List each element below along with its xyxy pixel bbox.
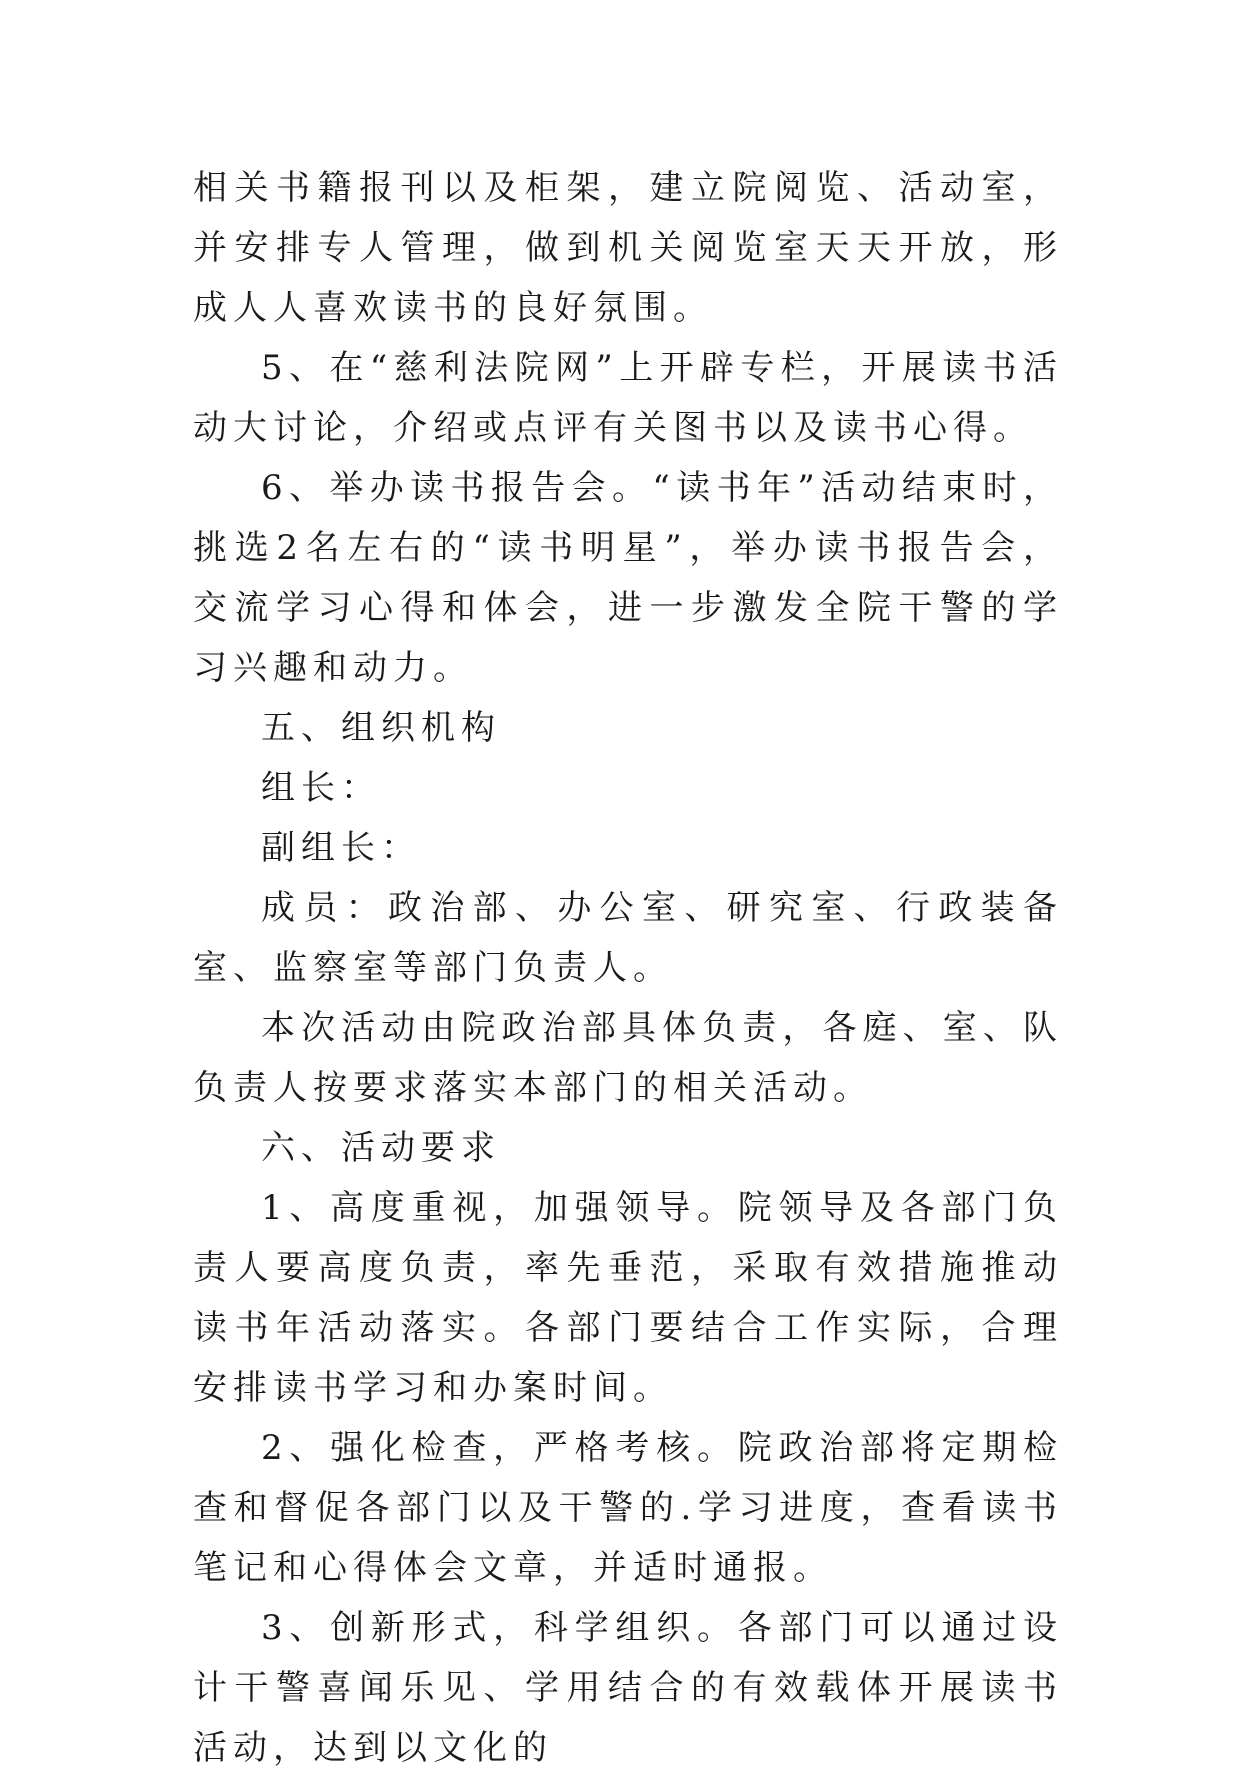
- paragraph-requirement-3: 3、创新形式，科学组织。各部门可以通过设计干警喜闻乐见、学用结合的有效载体开展读书活动，达到以文化的: [193, 1608, 1063, 1768]
- paragraph-members: 成员：政治部、办公室、研究室、行政装备室、监察室等部门负责人。: [193, 888, 1063, 988]
- paragraph-2: 5、在“慈利法院网”上开辟专栏，开展读书活动大讨论，介绍或点评有关图书以及读书心得。: [193, 348, 1063, 448]
- paragraph-deputy-leader: 副组长：: [261, 828, 421, 868]
- paragraph-group-leader: 组长：: [261, 768, 381, 808]
- paragraph-1: 相关书籍报刊以及柜架，建立院阅览、活动室，并安排专人管理，做到机关阅览室天天开放，形成人人喜欢读书的良好氛围。: [193, 168, 1063, 328]
- document-body: [193, 158, 1063, 1778]
- section-heading-requirements: 六、活动要求: [261, 1128, 501, 1168]
- paragraph-requirement-2: 2、强化检查，严格考核。院政治部将定期检查和督促各部门以及干警的.学习进度，查看读书笔记和心得体会文章，并适时通报。: [193, 1428, 1063, 1588]
- section-heading-organization: 五、组织机构: [261, 708, 501, 748]
- paragraph-requirement-1: 1、高度重视，加强领导。院领导及各部门负责人要高度负责，率先垂范，采取有效措施推动读书年活动落实。各部门要结合工作实际，合理安排读书学习和办案时间。: [193, 1188, 1063, 1408]
- paragraph-responsibility: 本次活动由院政治部具体负责，各庭、室、队负责人按要求落实本部门的相关活动。: [193, 1008, 1063, 1108]
- paragraph-3: 6、举办读书报告会。“读书年”活动结束时，挑选2名左右的“读书明星”，举办读书报告会，交流学习心得和体会，进一步激发全院干警的学习兴趣和动力。: [193, 468, 1063, 688]
